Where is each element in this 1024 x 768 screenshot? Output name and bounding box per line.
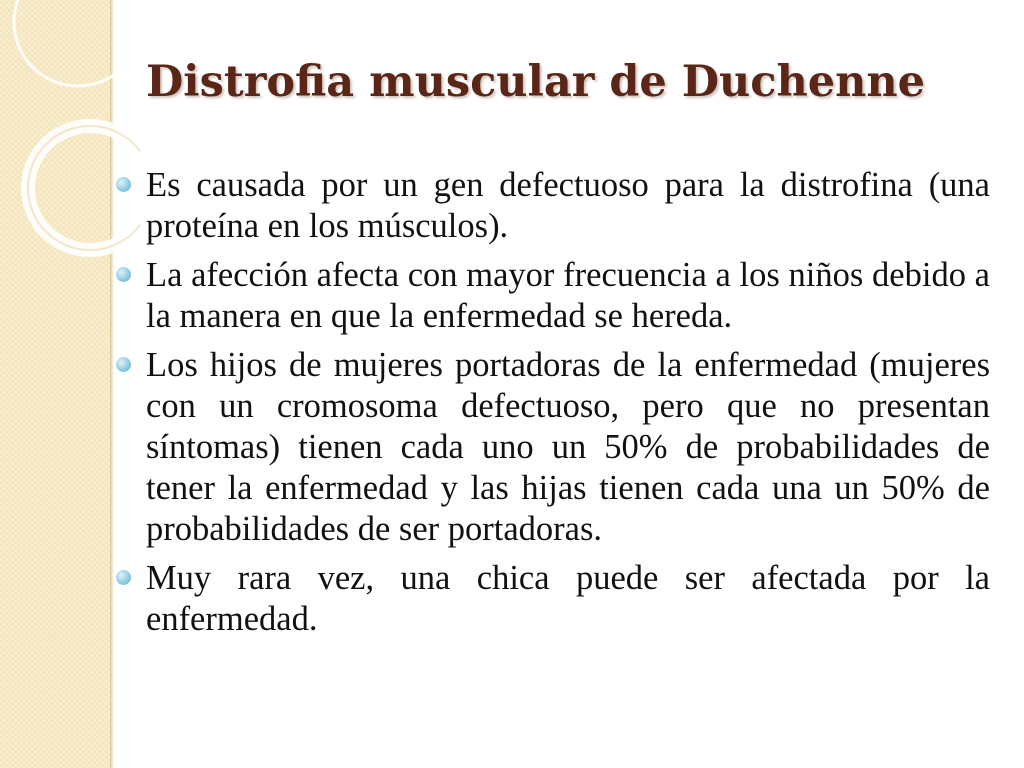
bullet-circle-icon [116,357,131,372]
bullet-circle-icon [116,177,131,192]
bullet-text: Los hijos de mujeres portadoras de la enfermedad (mujeres con un cromosoma defectuoso, pero que no presentan síntomas) tienen cada uno un 50% de probabilidades de tener la enfermedad y las hijas tienen cada una un 50% de probabilidades de ser portadoras. [146,346,990,548]
decorative-rings-icon [0,0,140,300]
bullet-text: La afección afecta con mayor frecuencia a los niños debido a la manera en que la enfermedad se hereda. [146,256,990,335]
bullet-list [146,165,990,648]
bullet-item [146,558,990,640]
slide-title: Distrofia muscular de Duchenne [146,57,925,107]
bullet-item [146,345,990,550]
bullet-item [146,165,990,247]
bullet-circle-icon [116,267,131,282]
bullet-text: Es causada por un gen defectuoso para la distrofina (una proteína en los músculos). [146,166,990,245]
bullet-item [146,255,990,337]
bullet-circle-icon [116,570,131,585]
bullet-text: Muy rara vez, una chica puede ser afectada por la enfermedad. [146,559,990,638]
